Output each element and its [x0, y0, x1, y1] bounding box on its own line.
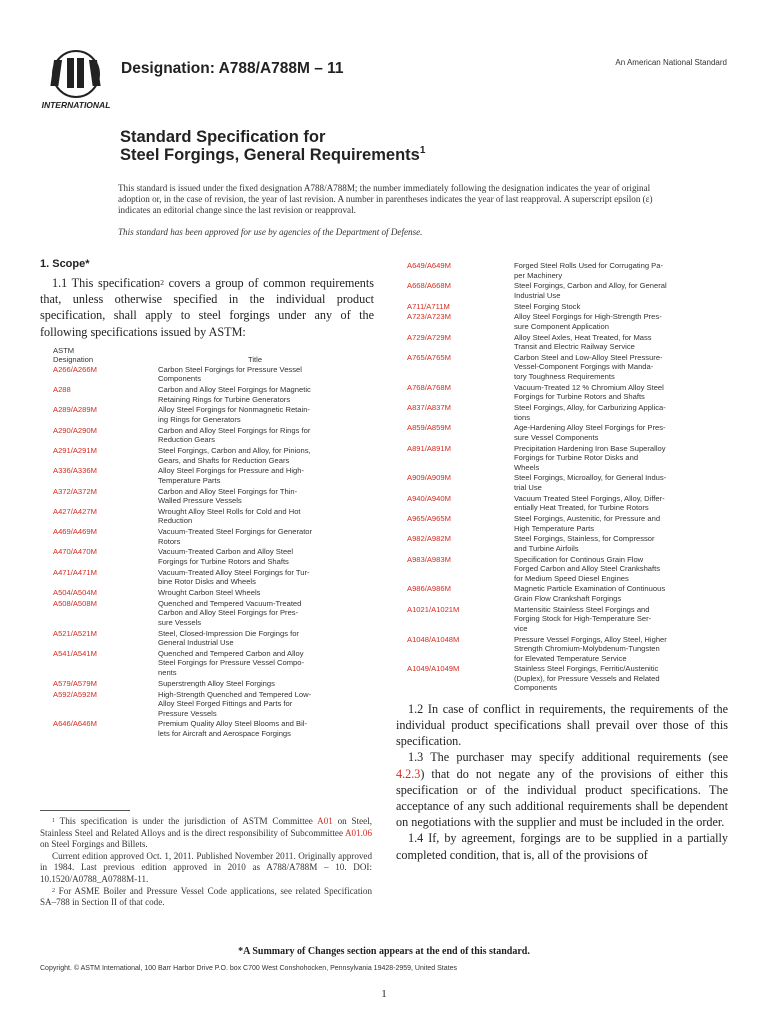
spec-row: [40, 365, 374, 384]
spec-row: [396, 312, 728, 331]
spec-designation-link[interactable]: A729/A729M: [407, 332, 451, 342]
spec-designation-link[interactable]: A859/A859M: [407, 423, 451, 433]
spec-title: Martensitic Stainless Steel Forgings and Forging Stock for High-Temperature Ser- vice: [514, 604, 652, 633]
spec-title: Age-Hardening Alloy Steel Forgings for Pres- sure Vessel Components: [514, 423, 666, 442]
spec-row: [40, 426, 374, 445]
footnote-ref-2[interactable]: 2: [160, 278, 165, 287]
left-column: [40, 258, 374, 740]
spec-title: Quenched and Tempered Carbon and Alloy Steel Forgings for Pressure Vessel Compo- nents: [158, 648, 305, 677]
spec-designation-link[interactable]: A986/A986M: [407, 584, 451, 594]
spec-row: [40, 690, 374, 719]
spec-designation-link[interactable]: A508/A508M: [53, 598, 97, 608]
astm-logo: [40, 46, 112, 112]
spec-title: Quenched and Tempered Vacuum-Treated Carbon and Alloy Steel Forgings for Pres- sure Vessels: [158, 598, 302, 627]
spec-designation-link[interactable]: A291/A291M: [53, 446, 97, 455]
spec-row: [40, 487, 374, 506]
spec-designation-link[interactable]: A711/A711M: [407, 301, 450, 311]
right-paragraphs: [396, 701, 728, 863]
spec-row: [396, 333, 728, 352]
spec-row: [40, 588, 374, 598]
summary-of-changes-note: *A Summary of Changes section appears at the end of this standard.: [238, 946, 530, 957]
spec-designation-link[interactable]: A982/A982M: [407, 534, 451, 544]
spec-title: Steel Forgings, Microalloy, for General Indus- trial Use: [514, 473, 667, 492]
spec-row: [40, 446, 374, 465]
footnote-marker: 2: [52, 887, 55, 894]
logo-text: INTERNATIONAL: [41, 100, 111, 110]
spec-designation-link[interactable]: A765/A765M: [407, 352, 451, 362]
footnote-2: [40, 886, 372, 909]
spec-designation-link[interactable]: A1049/A1049M: [407, 664, 460, 674]
spec-designation-link[interactable]: A668/A668M: [407, 281, 451, 291]
spec-title: Precipitation Hardening Iron Base Superalloy Forgings for Turbine Rotor Disks and Wheels: [514, 443, 666, 472]
spec-row: [396, 584, 728, 603]
spec-designation-link[interactable]: A470/A470M: [53, 547, 97, 557]
spec-title: Vacuum-Treated 12 % Chromium Alloy Steel Forgings for Turbine Rotors and Shafts: [514, 382, 664, 402]
page-number: 1: [381, 988, 387, 1000]
spec-designation-link[interactable]: A646/A646M: [53, 719, 97, 729]
spec-row: [40, 568, 374, 587]
title-line-1: Standard Specification for: [120, 128, 326, 146]
para-text: 1.1 This specification: [52, 276, 161, 290]
spec-row: [40, 649, 374, 678]
issuance-notice: This standard is issued under the fixed designation A788/A788M; the number immediately following the designation indicates the year of original adoption or, in the case of revision, the year of last revision. A number in parentheses indicates the year of last reapproval. A superscript epsilon (ε) indicates an editorial change since the last revision or reapproval.: [118, 183, 653, 216]
para-text: 1.3 The purchaser may specify additional requirements (see: [408, 750, 728, 765]
spec-designation-link[interactable]: A1048/A1048M: [407, 634, 460, 644]
spec-designation-link[interactable]: A965/A965M: [407, 514, 451, 524]
spec-designation-link[interactable]: A521/A521M: [53, 628, 97, 638]
spec-row: [396, 353, 728, 382]
national-standard-label: An American National Standard: [615, 58, 727, 67]
spec-title: Wrought Carbon Steel Wheels: [158, 588, 261, 598]
copyright: Copyright. © ASTM International, 100 Barr Harbor Drive P.O. box C700 West Conshohocken, Pennsylvania 19428-2959, United States: [40, 965, 457, 972]
spec-row: [396, 261, 728, 280]
spec-designation-link[interactable]: A504/A504M: [53, 588, 97, 598]
designation: Designation: A788/A788M – 11: [121, 60, 344, 77]
title-main: Steel Forgings, General Requirements: [120, 146, 420, 164]
para-text: ) that do not negate any of the provisions of either this specification or of the individual product specifications. The acceptance of any such additional requirements shall be dependent on negotiations with the supplier and must be included in the order.: [396, 766, 728, 830]
paragraph-1-2: 1.2 In case of conflict in requirements, the requirements of the individual product specifications shall prevail over those of this specification.: [396, 701, 728, 749]
footnote-text: on Steel, Stainless Steel and Related Alloys and is the direct responsibility of Subcommittee: [40, 816, 372, 838]
spec-row: [396, 281, 728, 300]
spec-designation-link[interactable]: A289/A289M: [53, 405, 97, 415]
spec-title: Carbon Steel Forgings for Pressure Vessel Components: [158, 364, 302, 384]
footnote-text: This specification is under the jurisdiction of ASTM Committee: [55, 816, 318, 826]
spec-list-right: [396, 261, 728, 693]
spec-title: Steel Forgings, Austenitic, for Pressure and High Temperature Parts: [514, 514, 661, 533]
spec-designation-link[interactable]: A649/A649M: [407, 261, 451, 270]
spec-row: [40, 527, 374, 546]
spec-row: [40, 507, 374, 526]
spec-row: [396, 635, 728, 664]
spec-title: Superstrength Alloy Steel Forgings: [158, 678, 275, 688]
spec-title: Vacuum Treated Steel Forgings, Alloy, Differ- entially Heat Treated, for Turbine Rotors: [514, 493, 665, 513]
spec-title: Steel Forgings, Alloy, for Carburizing Applica- tions: [514, 403, 666, 422]
spec-row: [396, 555, 728, 584]
spec-row: [396, 605, 728, 634]
spec-title: Specification for Continous Grain Flow Forged Carbon and Alloy Steel Crankshafts for Medium Speed Diesel Engines: [514, 554, 661, 583]
spec-row: [396, 444, 728, 473]
column-header-title: Title: [248, 355, 263, 365]
spec-list-left: [40, 365, 374, 739]
spec-title: Alloy Steel Forgings for Nonmagnetic Retain- ing Rings for Generators: [158, 405, 310, 424]
spec-title: Alloy Steel Axles, Heat Treated, for Mass Transit and Electric Railway Service: [514, 332, 652, 352]
spec-title: Alloy Steel Forgings for Pressure and High- Temperature Parts: [158, 466, 305, 485]
column-header-designation: ASTM Designation: [53, 345, 94, 365]
spec-designation-link[interactable]: A837/A837M: [407, 403, 451, 413]
spec-designation-link[interactable]: A427/A427M: [53, 506, 97, 516]
spec-row: [396, 534, 728, 553]
spec-designation-link[interactable]: A266/A266M: [53, 364, 97, 374]
committee-link[interactable]: A01: [317, 816, 333, 826]
footnote-rule: [40, 810, 130, 811]
spec-title: Steel Forgings, Carbon and Alloy, for General Industrial Use: [514, 281, 667, 300]
section-heading-scope: 1. Scope*: [40, 258, 90, 270]
spec-row: [40, 385, 374, 404]
spec-title: Stainless Steel Forgings, Ferritic/Austenitic (Duplex), for Pressure Vessels and Related Components: [514, 664, 660, 693]
spec-designation-link[interactable]: A288: [53, 385, 71, 395]
spec-designation-link[interactable]: A336/A336M: [53, 466, 97, 476]
spec-row: [396, 403, 728, 422]
spec-designation-link[interactable]: A469/A469M: [53, 527, 97, 537]
spec-title: Magnetic Particle Examination of Continuous Grain Flow Crankshaft Forgings: [514, 584, 666, 603]
spec-row: [396, 383, 728, 402]
title-line-2: [120, 146, 425, 165]
spec-title: Premium Quality Alloy Steel Blooms and Bil- lets for Aircraft and Aerospace Forgings: [158, 719, 307, 738]
spec-row: [396, 302, 728, 312]
spec-title: Alloy Steel Forgings for High-Strength Pres- sure Component Application: [514, 312, 662, 331]
spec-title: Steel Forgings, Stainless, for Compressor and Turbine Airfoils: [514, 534, 655, 553]
spec-title: Vacuum-Treated Steel Forgings for Generator Rotors: [158, 527, 313, 546]
spec-row: [396, 494, 728, 513]
spec-designation-link[interactable]: A372/A372M: [53, 486, 97, 496]
spec-row: [396, 423, 728, 442]
spec-row: [40, 547, 374, 566]
spec-title: Forged Steel Rolls Used for Corrugating Pa- per Machinery: [514, 261, 663, 280]
spec-title: Vacuum-Treated Carbon and Alloy Steel Forgings for Turbine Rotors and Shafts: [158, 547, 294, 566]
footnote-text: For ASME Boiler and Pressure Vessel Code applications, see related Specification SA–788 in Section II of that code.: [40, 885, 372, 908]
spec-title: Steel Forging Stock: [514, 301, 581, 311]
spec-designation-link[interactable]: A592/A592M: [53, 689, 97, 699]
footnote-1-edition: Current edition approved Oct. 1, 2011. Published November 2011. Originally approved in 1984. Last previous edition approved in 2010 as A788/A788M – 10. DOI: 10.1520/A0788_A0788M-11.: [40, 850, 372, 884]
spec-title: Vacuum-Treated Alloy Steel Forgings for Tur- bine Rotor Disks and Wheels: [158, 567, 310, 587]
spec-designation-link[interactable]: A768/A768M: [407, 382, 451, 392]
spec-designation-link[interactable]: A1021/A1021M: [407, 604, 460, 614]
spec-title: Carbon and Alloy Steel Forgings for Rings for Reduction Gears: [158, 425, 311, 445]
spec-row: [396, 514, 728, 533]
spec-row: [40, 679, 374, 689]
paragraph-1-1: [40, 275, 374, 340]
footnote-text: on Steel Forgings and Billets.: [40, 839, 148, 850]
footnote-marker: 1: [52, 818, 55, 824]
paragraph-1-4: 1.4 If, by agreement, forgings are to be supplied in a partially completed condition, that is, all of the provisions of: [396, 831, 728, 862]
spec-title: Carbon and Alloy Steel Forgings for Thin- Walled Pressure Vessels: [158, 486, 298, 506]
footnotes: [40, 816, 372, 909]
spec-designation-link[interactable]: A940/A940M: [407, 493, 451, 503]
spec-title: Steel, Closed-Impression Die Forgings for General Industrial Use: [158, 628, 299, 648]
spec-row: [396, 473, 728, 492]
spec-title: Pressure Vessel Forgings, Alloy Steel, Higher Strength Chromium-Molybdenum-Tungsten for Elevated Temperature Service: [514, 634, 667, 663]
spec-designation-link[interactable]: A579/A579M: [53, 678, 97, 688]
spec-row: [40, 629, 374, 648]
spec-title: High-Strength Quenched and Tempered Low- Alloy Steel Forged Fittings and Parts for Pressure Vessels: [158, 689, 312, 718]
right-column: [396, 261, 728, 863]
spec-row: [40, 599, 374, 628]
subcommittee-link[interactable]: A01.06: [344, 827, 372, 838]
spec-title: Wrought Alloy Steel Rolls for Cold and Hot Reduction: [158, 506, 301, 526]
spec-title: Carbon and Alloy Steel Forgings for Magnetic Retaining Rings for Turbine Generators: [158, 385, 311, 404]
paragraph-1-3: [396, 749, 728, 830]
spec-row: [40, 719, 374, 738]
spec-row: [40, 466, 374, 485]
spec-designation-link[interactable]: A891/A891M: [407, 443, 451, 453]
spec-designation-link[interactable]: A723/A723M: [407, 312, 451, 322]
spec-designation-link[interactable]: A909/A909M: [407, 473, 451, 483]
section-link-4-2-3[interactable]: 4.2.3: [396, 766, 421, 781]
spec-designation-link[interactable]: A471/A471M: [53, 567, 97, 577]
spec-title: Steel Forgings, Carbon and Alloy, for Pinions, Gears, and Shafts for Reduction Gears: [158, 446, 311, 465]
spec-title: Carbon Steel and Low-Alloy Steel Pressure- Vessel-Component Forgings with Manda- tory Toughness Requirements: [514, 352, 663, 381]
footnote-1: [40, 816, 372, 851]
spec-row: [396, 664, 728, 693]
dod-approval-note: This standard has been approved for use by agencies of the Department of Defense.: [118, 227, 423, 237]
para-text: covers a group of common requirements that, unless otherwise specified in the individual product specification, shall apply to steel forgings under any of the following specifications issued by ASTM:: [40, 276, 375, 339]
title-footnote-ref[interactable]: 1: [419, 145, 426, 156]
spec-designation-link[interactable]: A290/A290M: [53, 425, 97, 435]
spec-designation-link[interactable]: A541/A541M: [53, 648, 97, 658]
spec-designation-link[interactable]: A983/A983M: [407, 554, 451, 564]
spec-row: [40, 405, 374, 424]
spec-table-header: [40, 346, 374, 365]
